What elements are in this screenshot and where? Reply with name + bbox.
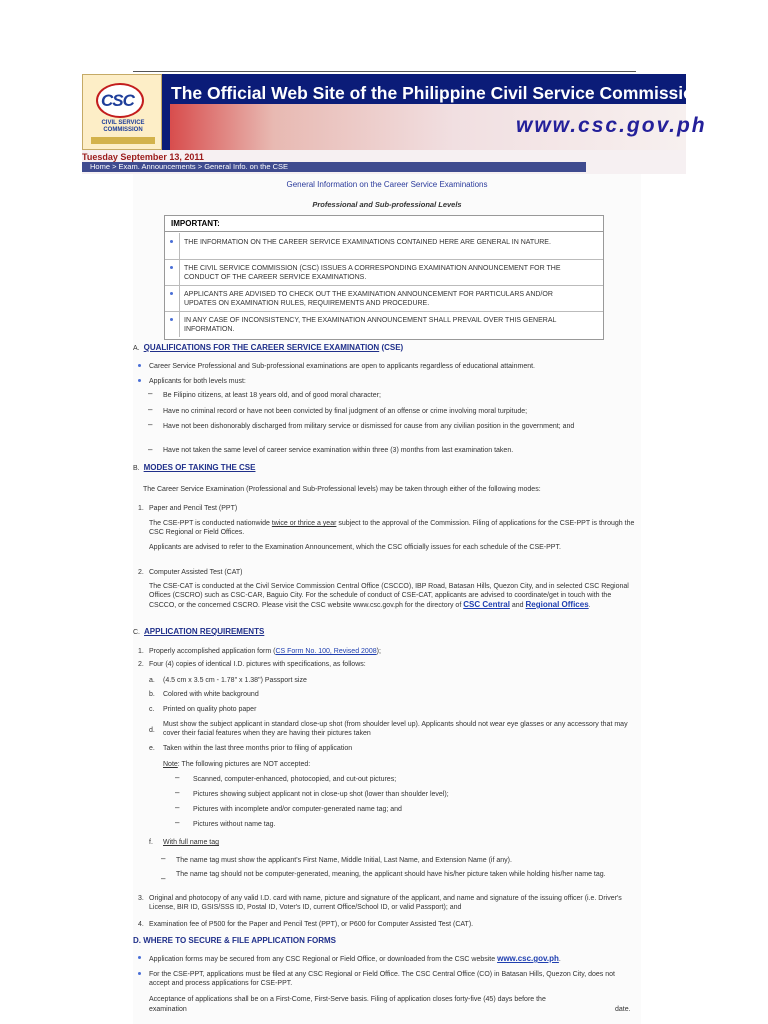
mode1-text: subject to the approval of the Commission. Filing of applications for the CSE-PPT is through the CSC Regional or Field Offices.	[149, 520, 635, 536]
section-a-dash: Be Filipino citizens, at least 18 years old, and of good moral character;	[163, 392, 381, 399]
mode2-title: Computer Assisted Test (CAT)	[149, 569, 243, 576]
section-d-heading: D. WHERE TO SECURE & FILE APPLICATION FORMS	[133, 936, 336, 945]
sub-letter: f.	[149, 839, 153, 846]
sub-item: Printed on quality photo paper	[163, 706, 257, 713]
note-label: Note	[163, 761, 178, 768]
dash-icon: –	[148, 405, 153, 414]
section-letter: A.	[133, 345, 140, 352]
important-item	[165, 285, 603, 312]
section-letter: C.	[133, 629, 140, 636]
sub-letter: b.	[149, 691, 155, 698]
site-banner[interactable]	[82, 74, 707, 150]
note-item: Scanned, computer-enhanced, photocopied, and cut-out pictures;	[193, 776, 397, 783]
important-item-text: THE CIVIL SERVICE COMMISSION (CSC) ISSUES A CORRESPONDING EXAMINATION ANNOUNCEMENT FOR THE CONDUCT OF THE CAREER SERVICE EXAMINATIONS.	[184, 265, 561, 281]
important-item-text: APPLICANTS ARE ADVISED TO CHECK OUT THE EXAMINATION ANNOUNCEMENT FOR PARTICULARS AND/OR UPDATES ON EXAMINATION RULES, REQUIREMENTS AND PROCEDURE.	[184, 291, 553, 307]
bullet-icon	[170, 266, 173, 269]
logo-bar	[91, 137, 155, 144]
section-d-date: date.	[615, 1006, 631, 1013]
sub-item: (4.5 cm x 3.5 cm - 1.78" x 1.38") Passport size	[163, 677, 307, 684]
req4-text: Examination fee of P500 for the Paper and Pencil Test (PPT), or P600 for Computer Assisted Test (CAT).	[149, 921, 474, 928]
section-b-title: MODES OF TAKING THE CSE	[143, 463, 256, 472]
bullet-icon	[170, 240, 173, 243]
note	[163, 760, 310, 769]
important-header: IMPORTANT:	[165, 216, 603, 232]
dash-icon: –	[148, 420, 153, 429]
req1-number: 1.	[138, 648, 144, 655]
section-a-dash: Have no criminal record or have not been convicted by final judgment of an offense or crime involving moral turpitude;	[163, 408, 528, 415]
dash-icon: –	[161, 854, 166, 863]
req3-text: Original and photocopy of any valid I.D. card with name, picture and signature of the applicant, and name and signature of the issuing officer (i.e. Driver's License, BIR ID, GSIS/SSS ID, Postal ID, Voter's ID, current Office/School ID, or valid Passport); and	[149, 895, 622, 911]
mode1-paragraph1	[149, 519, 635, 537]
mode1-underlined: twice or thrice a year	[271, 520, 337, 527]
section-a-dash: Have not been dishonorably discharged from military service or dismissed for cause from any civilian position in the government; and	[163, 423, 575, 430]
section-c-heading	[133, 627, 264, 636]
important-item	[165, 233, 603, 260]
dash-icon: –	[148, 445, 153, 454]
mode2-number: 2.	[138, 569, 144, 576]
bullet-icon	[138, 379, 141, 382]
banner-title: The Official Web Site of the Philippine Civil Service Commission	[171, 83, 705, 103]
main-content	[133, 174, 641, 1024]
sub-item: Colored with white background	[163, 691, 259, 698]
important-item-text: IN ANY CASE OF INCONSISTENCY, THE EXAMINATION ANNOUNCEMENT SHALL PREVAIL OVER THIS GENERAL INFORMATION.	[184, 317, 557, 333]
section-a-title: QUALIFICATIONS FOR THE CAREER SERVICE EXAMINATION	[143, 343, 380, 352]
dash-icon: –	[175, 803, 180, 812]
bullet-icon	[138, 364, 141, 367]
sub-letter: a.	[149, 677, 155, 684]
sub-item: Taken within the last three months prior to filing of application	[163, 745, 353, 752]
note-text: : The following pictures are NOT accepted:	[177, 761, 311, 768]
name-tag-item: The name tag must show the applicant's First Name, Middle Initial, Last Name, and Extension Name (if any).	[176, 857, 512, 864]
req1-prefix: Properly accomplished application form (	[149, 648, 276, 655]
req1-suffix: );	[376, 648, 381, 655]
section-b-intro: The Career Service Examination (Professional and Sub-Professional levels) may be taken through either of the following modes:	[143, 486, 541, 493]
important-item	[165, 311, 603, 337]
csc-central-link[interactable]: CSC Central	[463, 600, 510, 609]
dash-icon: –	[148, 389, 153, 398]
req2-number: 2.	[138, 661, 144, 668]
section-d-text: Acceptance of applications shall be on a First-Come, First-Serve basis. Filing of application closes forty-five (45) days before the	[149, 996, 546, 1003]
req2-text: Four (4) copies of identical I.D. pictures with specifications, as follows:	[149, 661, 366, 668]
logo-emblem	[96, 83, 144, 118]
bullet-icon	[170, 318, 173, 321]
sub-letter: c.	[149, 706, 155, 713]
sub-letter: d.	[149, 727, 155, 734]
section-a-dash: Have not taken the same level of career service examination within three (3) months from last examination taken.	[163, 447, 514, 454]
section-d-text: Application forms may be secured from any CSC Regional or Field Office, or downloaded from the CSC website	[149, 956, 496, 963]
section-a-heading	[133, 343, 403, 352]
req4-number: 4.	[138, 921, 144, 928]
mode1-paragraph2: Applicants are advised to refer to the Examination Announcement, which the CSC officially issues for each schedule of the CSE-PPT.	[149, 544, 561, 551]
bullet-icon	[170, 292, 173, 295]
sub-item: Must show the subject applicant in standard close-up shot (from shoulder level up). Applicants should not wear eye glasses or any accessory that may cover their facial features when they are having their pictures taken	[163, 721, 628, 737]
section-a-suffix: (CSE)	[381, 343, 404, 352]
section-a-bullet1: Career Service Professional and Sub-professional examinations are open to applicants regardless of educational attainment.	[149, 363, 536, 370]
section-d-para	[149, 995, 635, 1004]
section-d-end: .	[558, 956, 561, 963]
full-name-tag-label: With full name tag	[163, 839, 220, 846]
note-item: Pictures with incomplete and/or computer-generated name tag; and	[193, 806, 402, 813]
dash-icon: –	[175, 788, 180, 797]
req3-number: 3.	[138, 895, 144, 902]
section-c-title: APPLICATION REQUIREMENTS	[144, 627, 265, 636]
logo-text: CSC	[101, 91, 134, 110]
name-tag-item: The name tag should not be computer-generated, meaning, the applicant should have his/her picture taken while holding his/her name tag.	[176, 871, 606, 878]
mode1-text: The CSE-PPT is conducted nationwide	[149, 520, 270, 527]
important-item-text: THE INFORMATION ON THE CAREER SERVICE EXAMINATIONS CONTAINED HERE ARE GENERAL IN NATURE.	[184, 239, 551, 246]
logo-caption-line1: CIVIL SERVICE	[101, 120, 145, 126]
logo-caption-line2: COMMISSION	[103, 127, 143, 133]
top-rule	[133, 71, 636, 72]
section-b-heading	[133, 463, 255, 472]
section-a-bullet2: Applicants for both levels must:	[149, 378, 246, 385]
bullet-icon	[138, 956, 141, 959]
cs-form-link[interactable]: CS Form No. 100, Revised 2008	[275, 648, 377, 655]
bullet-icon	[138, 972, 141, 975]
mode2-end: .	[588, 602, 591, 609]
sub-letter: e.	[149, 745, 155, 752]
note-item: Pictures without name tag.	[193, 821, 276, 828]
req1-text	[149, 647, 381, 656]
logo-caption	[88, 120, 158, 134]
section-d-bullet2: For the CSE-PPT, applications must be filed at any CSC Regional or Field Office. The CSC Central Office (CO) in Batasan Hills, Quezon City, does not accept and process applications for CSE-PPT.	[149, 971, 615, 987]
dash-icon: –	[175, 773, 180, 782]
section-d-bullet1	[149, 954, 561, 964]
sub-item	[163, 838, 219, 847]
mode2-and: and	[511, 602, 524, 609]
section-d-examination: examination	[149, 1006, 187, 1013]
section-letter: B.	[133, 465, 140, 472]
note-item: Pictures showing subject applicant not in close-up shot (lower than shoulder level);	[193, 791, 449, 798]
important-item	[165, 259, 603, 286]
mode2-text: The CSE-CAT is conducted at the Civil Service Commission Central Office (CSCCO), IBP Road, Batasan Hills, Quezon City, and in selected CSC Regional Offices (CSCRO) such as CSC-CAR, Baguio City. For the schedule of conduct of CSE-CAT, applicants are advised to coordinate/get in touch with the CSCCO, or the concerned CSCRO. Please visit the CSC website www.csc.gov.ph for the directory of	[149, 583, 629, 609]
regional-offices-link[interactable]: Regional Offices	[525, 600, 589, 609]
page-subtitle: Professional and Sub-professional Levels	[312, 200, 462, 209]
current-date: Tuesday September 13, 2011	[82, 152, 204, 162]
dash-icon: –	[175, 818, 180, 827]
page-title: General Information on the Career Service Examinations	[286, 180, 488, 189]
mode1-number: 1.	[138, 505, 144, 512]
dash-icon: –	[161, 874, 166, 883]
banner-url[interactable]: www.csc.gov.ph	[516, 114, 707, 137]
mode1-title: Paper and Pencil Test (PPT)	[149, 505, 238, 512]
mode2-paragraph	[149, 582, 635, 610]
breadcrumb[interactable]: Home > Exam. Announcements > General Info. on the CSE	[82, 162, 586, 172]
csc-website-link[interactable]: www.csc.gov.ph	[497, 954, 559, 963]
important-box	[164, 215, 604, 340]
csc-logo[interactable]	[82, 74, 162, 150]
